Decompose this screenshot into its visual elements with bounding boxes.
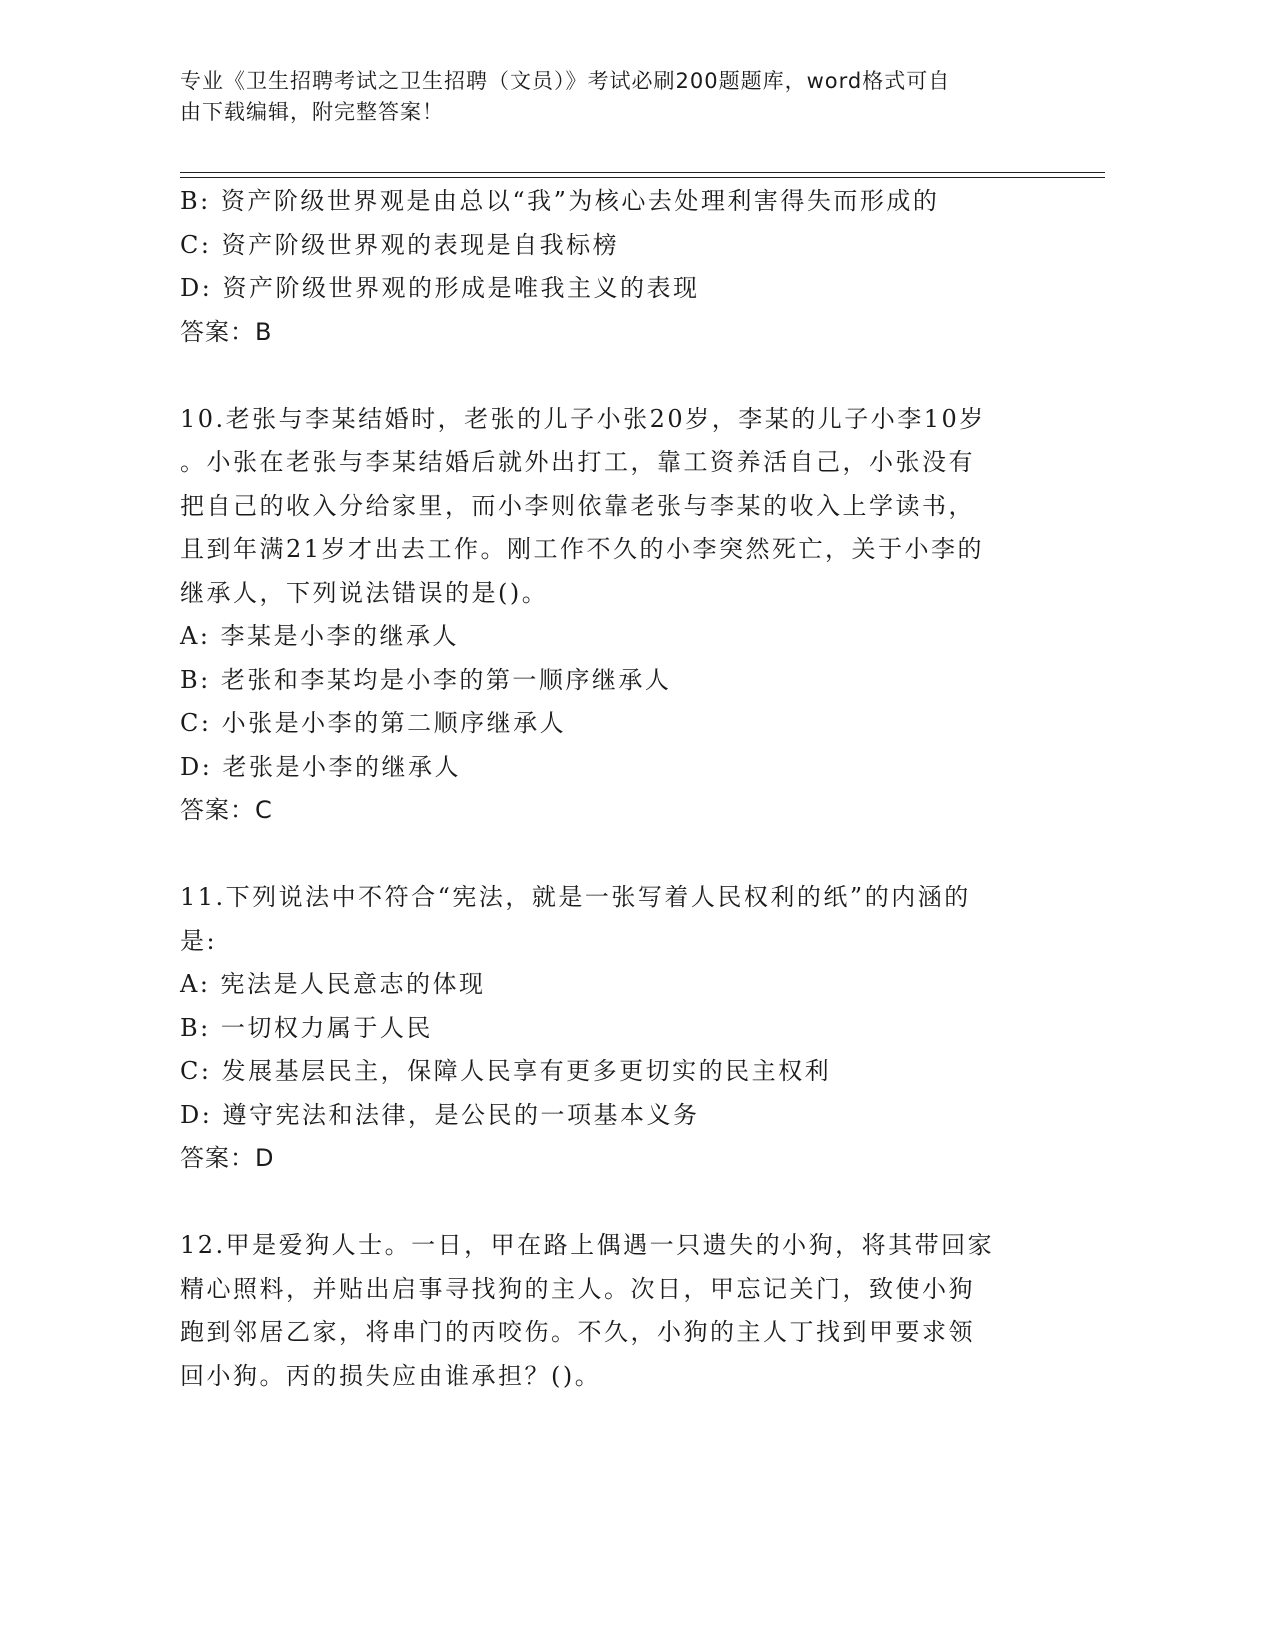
header-line-2: 由下载编辑，附完整答案！ — [180, 100, 444, 124]
q9-option-d: D: 资产阶级世界观的形成是唯我主义的表现 — [180, 274, 700, 302]
spacer — [180, 1181, 1060, 1225]
q12-stem-line: 12.甲是爱狗人士。一日，甲在路上偶遇一只遗失的小狗，将其带回家 — [180, 1231, 995, 1259]
q10-option-c: C: 小张是小李的第二顺序继承人 — [180, 709, 567, 737]
q9-option-b: B: 资产阶级世界观是由总以“我”为核心去处理利害得失而形成的 — [180, 187, 940, 215]
q11-stem-line: 11.下列说法中不符合“宪法，就是一张写着人民权利的纸”的内涵的 — [180, 883, 971, 911]
q11-answer: 答案：D — [180, 1144, 275, 1172]
q11-option-d: D: 遵守宪法和法律，是公民的一项基本义务 — [180, 1100, 700, 1129]
q10-option-a: A: 李某是小李的继承人 — [180, 622, 460, 650]
q12-stem-line: 跑到邻居乙家，将串门的丙咬伤。不久，小狗的主人丁找到甲要求领 — [180, 1318, 975, 1346]
q10-stem-line: 且到年满21岁才出去工作。刚工作不久的小李突然死亡，关于小李的 — [180, 535, 985, 563]
q11-option-c: C: 发展基层民主，保障人民享有更多更切实的民主权利 — [180, 1057, 832, 1085]
question-12 — [180, 1224, 1060, 1398]
q10-option-d: D: 老张是小李的继承人 — [180, 752, 461, 781]
q10-stem-line: 。小张在老张与李某结婚后就外出打工，靠工资养活自己，小张没有 — [180, 448, 975, 476]
spacer — [180, 354, 1060, 398]
q10-answer: 答案：C — [180, 796, 273, 824]
question-10 — [180, 398, 1060, 833]
header-line-1: 专业《卫生招聘考试之卫生招聘（文员）》考试必刷200题题库，word格式可自 — [180, 69, 951, 93]
q9-option-c: C: 资产阶级世界观的表现是自我标榜 — [180, 230, 620, 259]
q12-stem-line: 回小狗。丙的损失应由谁承担？()。 — [180, 1361, 602, 1390]
q10-stem-line: 继承人，下列说法错误的是()。 — [180, 578, 549, 607]
q9-answer: 答案：B — [180, 317, 273, 346]
q11-option-b: B: 一切权力属于人民 — [180, 1013, 433, 1042]
question-9 — [180, 180, 1060, 354]
q12-stem-line: 精心照料，并贴出启事寻找狗的主人。次日，甲忘记关门，致使小狗 — [180, 1274, 975, 1303]
q10-stem-line: 把自己的收入分给家里，而小李则依靠老张与李某的收入上学读书， — [180, 491, 975, 520]
q10-stem-line: 10.老张与李某结婚时，老张的儿子小张20岁，李某的儿子小李10岁 — [180, 404, 986, 433]
q11-stem-line: 是: — [180, 926, 218, 955]
question-11 — [180, 876, 1060, 1181]
q10-option-b: B: 老张和李某均是小李的第一顺序继承人 — [180, 665, 672, 694]
header-rule-top — [180, 172, 1105, 173]
document-body — [180, 180, 1060, 1398]
q11-option-a: A: 宪法是人民意志的体现 — [180, 970, 486, 998]
spacer — [180, 833, 1060, 877]
page-header — [180, 66, 1080, 128]
header-rule-bottom — [180, 177, 1105, 178]
